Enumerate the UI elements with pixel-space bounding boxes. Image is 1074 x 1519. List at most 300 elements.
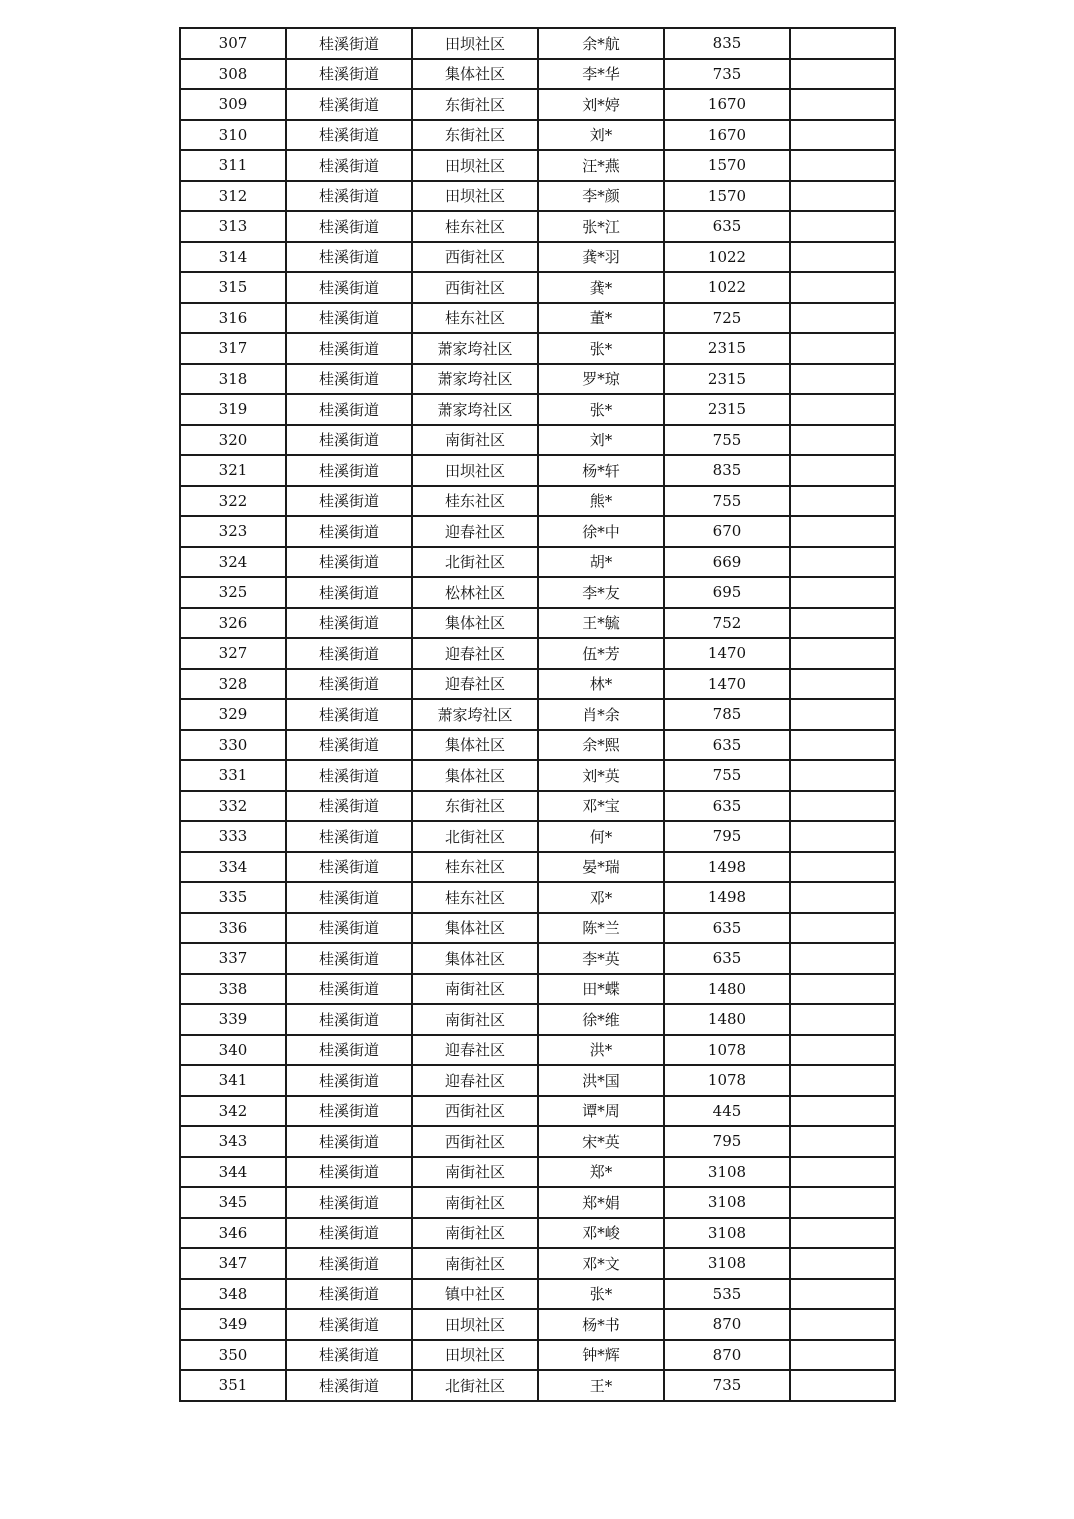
row-number-cell: 344 <box>180 1157 286 1188</box>
community-cell: 东街社区 <box>412 120 538 151</box>
row-number-cell: 314 <box>180 242 286 273</box>
table-row <box>180 394 895 425</box>
street-cell: 桂溪街道 <box>286 577 412 608</box>
community-cell: 田坝社区 <box>412 455 538 486</box>
row-number-cell: 313 <box>180 211 286 242</box>
row-number-cell: 350 <box>180 1340 286 1371</box>
amount-cell: 669 <box>664 547 790 578</box>
note-cell <box>790 181 895 212</box>
row-number-cell: 343 <box>180 1126 286 1157</box>
street-cell: 桂溪街道 <box>286 1035 412 1066</box>
table-row <box>180 89 895 120</box>
street-cell: 桂溪街道 <box>286 1370 412 1401</box>
community-cell: 桂东社区 <box>412 852 538 883</box>
note-cell <box>790 730 895 761</box>
row-number-cell: 351 <box>180 1370 286 1401</box>
name-cell: 刘*婷 <box>538 89 664 120</box>
note-cell <box>790 699 895 730</box>
street-cell: 桂溪街道 <box>286 242 412 273</box>
table-row <box>180 791 895 822</box>
row-number-cell: 347 <box>180 1248 286 1279</box>
amount-cell: 1480 <box>664 1004 790 1035</box>
row-number-cell: 337 <box>180 943 286 974</box>
community-cell: 北街社区 <box>412 1370 538 1401</box>
amount-cell: 725 <box>664 303 790 334</box>
community-cell: 桂东社区 <box>412 486 538 517</box>
row-number-cell: 333 <box>180 821 286 852</box>
amount-cell: 3108 <box>664 1187 790 1218</box>
table-row <box>180 974 895 1005</box>
note-cell <box>790 608 895 639</box>
amount-cell: 445 <box>664 1096 790 1127</box>
street-cell: 桂溪街道 <box>286 791 412 822</box>
street-cell: 桂溪街道 <box>286 455 412 486</box>
street-cell: 桂溪街道 <box>286 1309 412 1340</box>
amount-cell: 1480 <box>664 974 790 1005</box>
note-cell <box>790 1004 895 1035</box>
street-cell: 桂溪街道 <box>286 303 412 334</box>
community-cell: 萧家垮社区 <box>412 333 538 364</box>
street-cell: 桂溪街道 <box>286 608 412 639</box>
street-cell: 桂溪街道 <box>286 59 412 90</box>
table-row <box>180 638 895 669</box>
street-cell: 桂溪街道 <box>286 394 412 425</box>
name-cell: 陈*兰 <box>538 913 664 944</box>
note-cell <box>790 1035 895 1066</box>
amount-cell: 670 <box>664 516 790 547</box>
table-row <box>180 120 895 151</box>
community-cell: 集体社区 <box>412 913 538 944</box>
community-cell: 田坝社区 <box>412 181 538 212</box>
table-row <box>180 364 895 395</box>
row-number-cell: 316 <box>180 303 286 334</box>
note-cell <box>790 1096 895 1127</box>
table-row <box>180 1370 895 1401</box>
name-cell: 林* <box>538 669 664 700</box>
community-cell: 集体社区 <box>412 608 538 639</box>
community-cell: 集体社区 <box>412 760 538 791</box>
name-cell: 张* <box>538 1279 664 1310</box>
table-row <box>180 425 895 456</box>
table-row <box>180 1096 895 1127</box>
community-cell: 田坝社区 <box>412 28 538 59</box>
amount-cell: 1078 <box>664 1035 790 1066</box>
name-cell: 何* <box>538 821 664 852</box>
amount-cell: 755 <box>664 425 790 456</box>
note-cell <box>790 1279 895 1310</box>
row-number-cell: 321 <box>180 455 286 486</box>
table-row <box>180 59 895 90</box>
street-cell: 桂溪街道 <box>286 943 412 974</box>
note-cell <box>790 486 895 517</box>
street-cell: 桂溪街道 <box>286 1096 412 1127</box>
community-cell: 田坝社区 <box>412 150 538 181</box>
table-row <box>180 1126 895 1157</box>
row-number-cell: 319 <box>180 394 286 425</box>
note-cell <box>790 394 895 425</box>
row-number-cell: 325 <box>180 577 286 608</box>
note-cell <box>790 364 895 395</box>
row-number-cell: 308 <box>180 59 286 90</box>
amount-cell: 735 <box>664 59 790 90</box>
note-cell <box>790 120 895 151</box>
street-cell: 桂溪街道 <box>286 425 412 456</box>
name-cell: 徐*维 <box>538 1004 664 1035</box>
name-cell: 洪*国 <box>538 1065 664 1096</box>
amount-cell: 795 <box>664 1126 790 1157</box>
name-cell: 刘*英 <box>538 760 664 791</box>
street-cell: 桂溪街道 <box>286 364 412 395</box>
table-row <box>180 943 895 974</box>
table-row <box>180 760 895 791</box>
community-cell: 西街社区 <box>412 272 538 303</box>
amount-cell: 635 <box>664 943 790 974</box>
community-cell: 田坝社区 <box>412 1309 538 1340</box>
note-cell <box>790 89 895 120</box>
row-number-cell: 322 <box>180 486 286 517</box>
row-number-cell: 318 <box>180 364 286 395</box>
note-cell <box>790 1157 895 1188</box>
note-cell <box>790 913 895 944</box>
row-number-cell: 335 <box>180 882 286 913</box>
name-cell: 洪* <box>538 1035 664 1066</box>
row-number-cell: 339 <box>180 1004 286 1035</box>
name-cell: 肖*余 <box>538 699 664 730</box>
note-cell <box>790 1370 895 1401</box>
name-cell: 王* <box>538 1370 664 1401</box>
community-cell: 南街社区 <box>412 1157 538 1188</box>
row-number-cell: 349 <box>180 1309 286 1340</box>
community-cell: 萧家垮社区 <box>412 394 538 425</box>
table-row <box>180 1157 895 1188</box>
note-cell <box>790 211 895 242</box>
amount-cell: 695 <box>664 577 790 608</box>
row-number-cell: 315 <box>180 272 286 303</box>
note-cell <box>790 1218 895 1249</box>
table-row <box>180 1279 895 1310</box>
street-cell: 桂溪街道 <box>286 699 412 730</box>
row-number-cell: 310 <box>180 120 286 151</box>
amount-cell: 3108 <box>664 1248 790 1279</box>
note-cell <box>790 1126 895 1157</box>
name-cell: 李*英 <box>538 943 664 974</box>
street-cell: 桂溪街道 <box>286 1187 412 1218</box>
table-row <box>180 455 895 486</box>
amount-cell: 3108 <box>664 1218 790 1249</box>
note-cell <box>790 333 895 364</box>
table-row <box>180 577 895 608</box>
name-cell: 谭*周 <box>538 1096 664 1127</box>
community-cell: 南街社区 <box>412 974 538 1005</box>
table-row <box>180 181 895 212</box>
street-cell: 桂溪街道 <box>286 333 412 364</box>
street-cell: 桂溪街道 <box>286 1065 412 1096</box>
row-number-cell: 326 <box>180 608 286 639</box>
name-cell: 汪*燕 <box>538 150 664 181</box>
community-cell: 北街社区 <box>412 547 538 578</box>
street-cell: 桂溪街道 <box>286 181 412 212</box>
amount-cell: 635 <box>664 913 790 944</box>
street-cell: 桂溪街道 <box>286 913 412 944</box>
street-cell: 桂溪街道 <box>286 1218 412 1249</box>
table-row <box>180 669 895 700</box>
data-table <box>179 27 896 1402</box>
note-cell <box>790 59 895 90</box>
name-cell: 张* <box>538 333 664 364</box>
community-cell: 迎春社区 <box>412 516 538 547</box>
note-cell <box>790 1248 895 1279</box>
name-cell: 钟*辉 <box>538 1340 664 1371</box>
community-cell: 萧家垮社区 <box>412 699 538 730</box>
row-number-cell: 329 <box>180 699 286 730</box>
amount-cell: 2315 <box>664 364 790 395</box>
amount-cell: 755 <box>664 760 790 791</box>
name-cell: 郑* <box>538 1157 664 1188</box>
name-cell: 王*毓 <box>538 608 664 639</box>
amount-cell: 1570 <box>664 150 790 181</box>
street-cell: 桂溪街道 <box>286 547 412 578</box>
street-cell: 桂溪街道 <box>286 486 412 517</box>
amount-cell: 3108 <box>664 1157 790 1188</box>
street-cell: 桂溪街道 <box>286 974 412 1005</box>
amount-cell: 535 <box>664 1279 790 1310</box>
name-cell: 李*颜 <box>538 181 664 212</box>
name-cell: 郑*娟 <box>538 1187 664 1218</box>
note-cell <box>790 791 895 822</box>
row-number-cell: 341 <box>180 1065 286 1096</box>
row-number-cell: 340 <box>180 1035 286 1066</box>
note-cell <box>790 577 895 608</box>
table-row <box>180 1187 895 1218</box>
table-row <box>180 333 895 364</box>
table-row <box>180 608 895 639</box>
name-cell: 刘* <box>538 425 664 456</box>
street-cell: 桂溪街道 <box>286 821 412 852</box>
street-cell: 桂溪街道 <box>286 1248 412 1279</box>
community-cell: 桂东社区 <box>412 882 538 913</box>
name-cell: 李*华 <box>538 59 664 90</box>
street-cell: 桂溪街道 <box>286 272 412 303</box>
amount-cell: 835 <box>664 28 790 59</box>
street-cell: 桂溪街道 <box>286 1279 412 1310</box>
table-row <box>180 913 895 944</box>
amount-cell: 870 <box>664 1340 790 1371</box>
community-cell: 西街社区 <box>412 1126 538 1157</box>
note-cell <box>790 852 895 883</box>
table-row <box>180 730 895 761</box>
amount-cell: 635 <box>664 791 790 822</box>
street-cell: 桂溪街道 <box>286 1340 412 1371</box>
name-cell: 熊* <box>538 486 664 517</box>
community-cell: 桂东社区 <box>412 303 538 334</box>
note-cell <box>790 455 895 486</box>
name-cell: 邓*文 <box>538 1248 664 1279</box>
community-cell: 集体社区 <box>412 943 538 974</box>
community-cell: 南街社区 <box>412 425 538 456</box>
table-row <box>180 1035 895 1066</box>
row-number-cell: 327 <box>180 638 286 669</box>
note-cell <box>790 516 895 547</box>
note-cell <box>790 943 895 974</box>
amount-cell: 870 <box>664 1309 790 1340</box>
name-cell: 田*蝶 <box>538 974 664 1005</box>
community-cell: 东街社区 <box>412 89 538 120</box>
note-cell <box>790 1065 895 1096</box>
row-number-cell: 332 <box>180 791 286 822</box>
row-number-cell: 320 <box>180 425 286 456</box>
community-cell: 东街社区 <box>412 791 538 822</box>
community-cell: 集体社区 <box>412 730 538 761</box>
table-row <box>180 150 895 181</box>
street-cell: 桂溪街道 <box>286 516 412 547</box>
street-cell: 桂溪街道 <box>286 1004 412 1035</box>
row-number-cell: 312 <box>180 181 286 212</box>
table-row <box>180 1309 895 1340</box>
table-row <box>180 486 895 517</box>
amount-cell: 755 <box>664 486 790 517</box>
community-cell: 松林社区 <box>412 577 538 608</box>
note-cell <box>790 974 895 1005</box>
table-row <box>180 28 895 59</box>
name-cell: 龚*羽 <box>538 242 664 273</box>
row-number-cell: 324 <box>180 547 286 578</box>
street-cell: 桂溪街道 <box>286 28 412 59</box>
name-cell: 宋*英 <box>538 1126 664 1157</box>
name-cell: 邓*峻 <box>538 1218 664 1249</box>
community-cell: 集体社区 <box>412 59 538 90</box>
amount-cell: 2315 <box>664 394 790 425</box>
street-cell: 桂溪街道 <box>286 120 412 151</box>
street-cell: 桂溪街道 <box>286 211 412 242</box>
note-cell <box>790 150 895 181</box>
street-cell: 桂溪街道 <box>286 882 412 913</box>
community-cell: 北街社区 <box>412 821 538 852</box>
community-cell: 镇中社区 <box>412 1279 538 1310</box>
amount-cell: 785 <box>664 699 790 730</box>
amount-cell: 1022 <box>664 242 790 273</box>
name-cell: 余*航 <box>538 28 664 59</box>
name-cell: 杨*书 <box>538 1309 664 1340</box>
note-cell <box>790 547 895 578</box>
table-row <box>180 516 895 547</box>
table-row <box>180 303 895 334</box>
table-row <box>180 1340 895 1371</box>
table-row <box>180 1004 895 1035</box>
amount-cell: 795 <box>664 821 790 852</box>
community-cell: 迎春社区 <box>412 669 538 700</box>
amount-cell: 1670 <box>664 120 790 151</box>
row-number-cell: 336 <box>180 913 286 944</box>
name-cell: 张* <box>538 394 664 425</box>
name-cell: 余*熙 <box>538 730 664 761</box>
note-cell <box>790 272 895 303</box>
street-cell: 桂溪街道 <box>286 669 412 700</box>
row-number-cell: 328 <box>180 669 286 700</box>
name-cell: 伍*芳 <box>538 638 664 669</box>
name-cell: 邓* <box>538 882 664 913</box>
note-cell <box>790 242 895 273</box>
street-cell: 桂溪街道 <box>286 1157 412 1188</box>
street-cell: 桂溪街道 <box>286 730 412 761</box>
name-cell: 徐*中 <box>538 516 664 547</box>
amount-cell: 2315 <box>664 333 790 364</box>
amount-cell: 1570 <box>664 181 790 212</box>
street-cell: 桂溪街道 <box>286 638 412 669</box>
amount-cell: 752 <box>664 608 790 639</box>
amount-cell: 1498 <box>664 882 790 913</box>
table-row <box>180 1218 895 1249</box>
community-cell: 南街社区 <box>412 1218 538 1249</box>
community-cell: 迎春社区 <box>412 638 538 669</box>
row-number-cell: 330 <box>180 730 286 761</box>
row-number-cell: 307 <box>180 28 286 59</box>
amount-cell: 1498 <box>664 852 790 883</box>
name-cell: 邓*宝 <box>538 791 664 822</box>
note-cell <box>790 760 895 791</box>
note-cell <box>790 1309 895 1340</box>
amount-cell: 635 <box>664 730 790 761</box>
community-cell: 南街社区 <box>412 1004 538 1035</box>
name-cell: 龚* <box>538 272 664 303</box>
amount-cell: 1470 <box>664 669 790 700</box>
amount-cell: 1078 <box>664 1065 790 1096</box>
row-number-cell: 311 <box>180 150 286 181</box>
name-cell: 张*江 <box>538 211 664 242</box>
note-cell <box>790 669 895 700</box>
name-cell: 杨*轩 <box>538 455 664 486</box>
table-row <box>180 272 895 303</box>
name-cell: 刘* <box>538 120 664 151</box>
community-cell: 南街社区 <box>412 1187 538 1218</box>
amount-cell: 1670 <box>664 89 790 120</box>
name-cell: 晏*瑞 <box>538 852 664 883</box>
row-number-cell: 342 <box>180 1096 286 1127</box>
table-row <box>180 699 895 730</box>
community-cell: 迎春社区 <box>412 1035 538 1066</box>
community-cell: 西街社区 <box>412 242 538 273</box>
row-number-cell: 323 <box>180 516 286 547</box>
street-cell: 桂溪街道 <box>286 760 412 791</box>
row-number-cell: 309 <box>180 89 286 120</box>
table-body <box>180 28 895 1401</box>
amount-cell: 1022 <box>664 272 790 303</box>
amount-cell: 735 <box>664 1370 790 1401</box>
note-cell <box>790 425 895 456</box>
row-number-cell: 348 <box>180 1279 286 1310</box>
note-cell <box>790 882 895 913</box>
community-cell: 迎春社区 <box>412 1065 538 1096</box>
row-number-cell: 334 <box>180 852 286 883</box>
name-cell: 胡* <box>538 547 664 578</box>
community-cell: 桂东社区 <box>412 211 538 242</box>
table-row <box>180 852 895 883</box>
street-cell: 桂溪街道 <box>286 150 412 181</box>
name-cell: 董* <box>538 303 664 334</box>
row-number-cell: 331 <box>180 760 286 791</box>
table-row <box>180 821 895 852</box>
note-cell <box>790 1340 895 1371</box>
row-number-cell: 317 <box>180 333 286 364</box>
street-cell: 桂溪街道 <box>286 89 412 120</box>
note-cell <box>790 1187 895 1218</box>
table-row <box>180 1248 895 1279</box>
street-cell: 桂溪街道 <box>286 1126 412 1157</box>
name-cell: 李*友 <box>538 577 664 608</box>
note-cell <box>790 28 895 59</box>
table-row <box>180 242 895 273</box>
street-cell: 桂溪街道 <box>286 852 412 883</box>
row-number-cell: 346 <box>180 1218 286 1249</box>
